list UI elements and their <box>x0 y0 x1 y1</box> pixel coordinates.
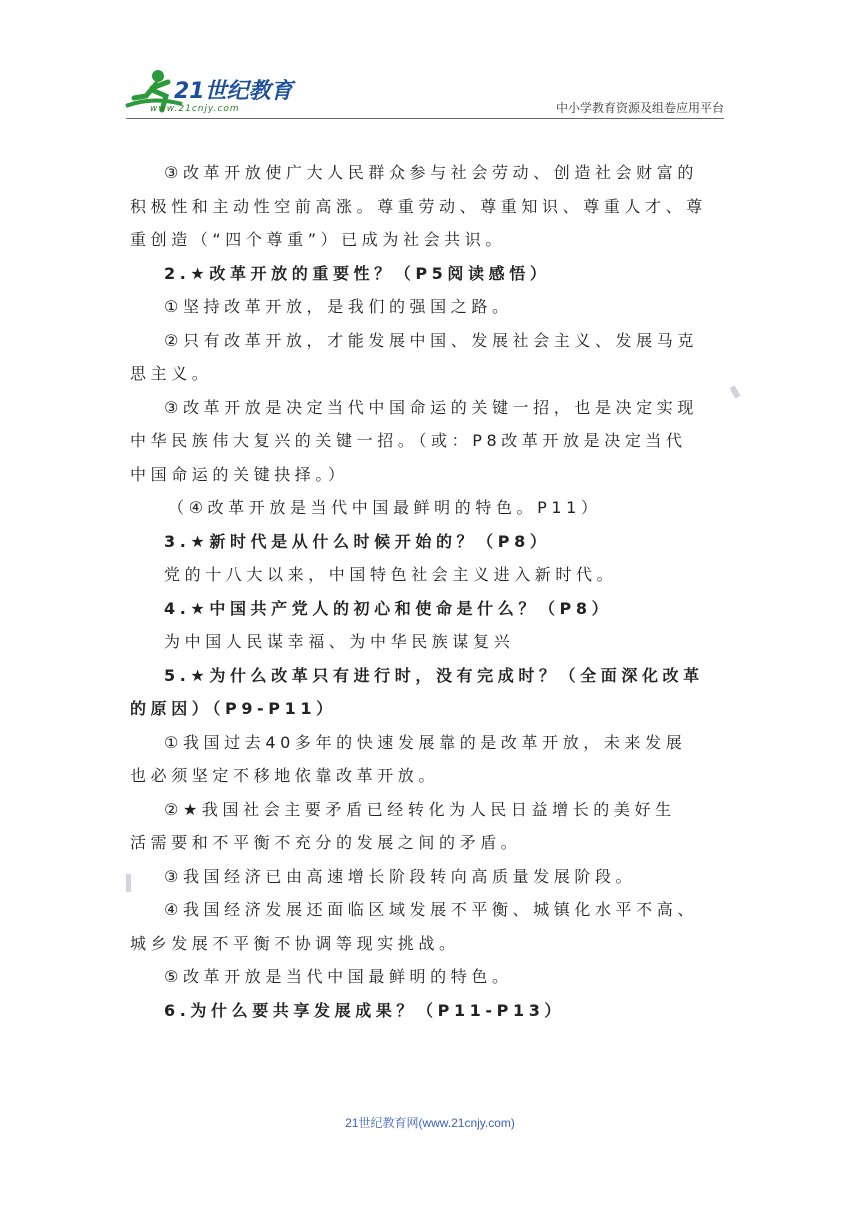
text-line: 活需要和不平衡不充分的发展之间的矛盾。 <box>130 833 522 852</box>
header-divider <box>126 118 724 119</box>
scan-mark <box>126 874 131 892</box>
text-line: 也必须坚定不移地依靠改革开放。 <box>130 766 440 785</box>
page-header <box>0 0 860 122</box>
text-line: 中国命运的关键抉择。） <box>130 464 349 484</box>
text-line: 中华民族伟大复兴的关键一招。（或：P8改革开放是决定当代 <box>130 431 687 450</box>
question-heading: 的原因）（P9-P11） <box>130 699 337 718</box>
question-heading: 6.为什么要共享发展成果？（P11-P13） <box>164 1000 566 1020</box>
logo-url: www.21cnjy.com <box>150 104 240 114</box>
text-line: ④我国经济发展还面临区域发展不平衡、城镇化水平不高、 <box>164 900 698 919</box>
text-line: ①坚持改革开放，是我们的强国之路。 <box>164 297 513 316</box>
text-line: 积极性和主动性空前高涨。尊重劳动、尊重知识、尊重人才、尊 <box>130 196 707 216</box>
text-line: 城乡发展不平衡不协调等现实挑战。 <box>130 933 460 953</box>
text-line: （④改革开放是当代中国最鲜明的特色。P11） <box>168 498 602 517</box>
text-line: ②只有改革开放，才能发展中国、发展社会主义、发展马克 <box>164 330 698 350</box>
page-footer: 21世纪教育网(www.21cnjy.com) <box>345 1116 515 1130</box>
scan-mark <box>729 385 740 398</box>
platform-name: 中小学教育资源及组卷应用平台 <box>555 101 724 115</box>
logo-title: 21世纪教育 <box>174 79 293 104</box>
text-line: 重创造（“四个尊重”）已成为社会共识。 <box>130 230 506 249</box>
text-line: ③改革开放是决定当代中国命运的关键一招，也是决定实现 <box>164 397 698 417</box>
document-body <box>130 156 726 1027</box>
question-heading: 4.★中国共产党人的初心和使命是什么？（P8） <box>164 598 613 618</box>
question-heading: 3.★新时代是从什么时候开始的？（P8） <box>164 531 551 551</box>
question-heading: 2.★改革开放的重要性？（P5阅读感悟） <box>164 263 551 283</box>
text-line: 为中国人民谋幸福、为中华民族谋复兴 <box>164 632 515 651</box>
text-line: ③我国经济已由高速增长阶段转向高质量发展阶段。 <box>164 866 637 886</box>
text-line: ③改革开放使广大人民群众参与社会劳动、创造社会财富的 <box>164 163 698 182</box>
text-line: 党的十八大以来，中国特色社会主义进入新时代。 <box>164 565 618 584</box>
text-line: ①我国过去40多年的快速发展靠的是改革开放，未来发展 <box>164 732 687 752</box>
text-line: 思主义。 <box>130 364 213 383</box>
question-heading: 5.★为什么改革只有进行时，没有完成时？（全面深化改革 <box>164 665 704 685</box>
text-line: ②★我国社会主要矛盾已经转化为人民日益增长的美好生 <box>164 799 676 819</box>
text-line: ⑤改革开放是当代中国最鲜明的特色。 <box>164 967 513 986</box>
